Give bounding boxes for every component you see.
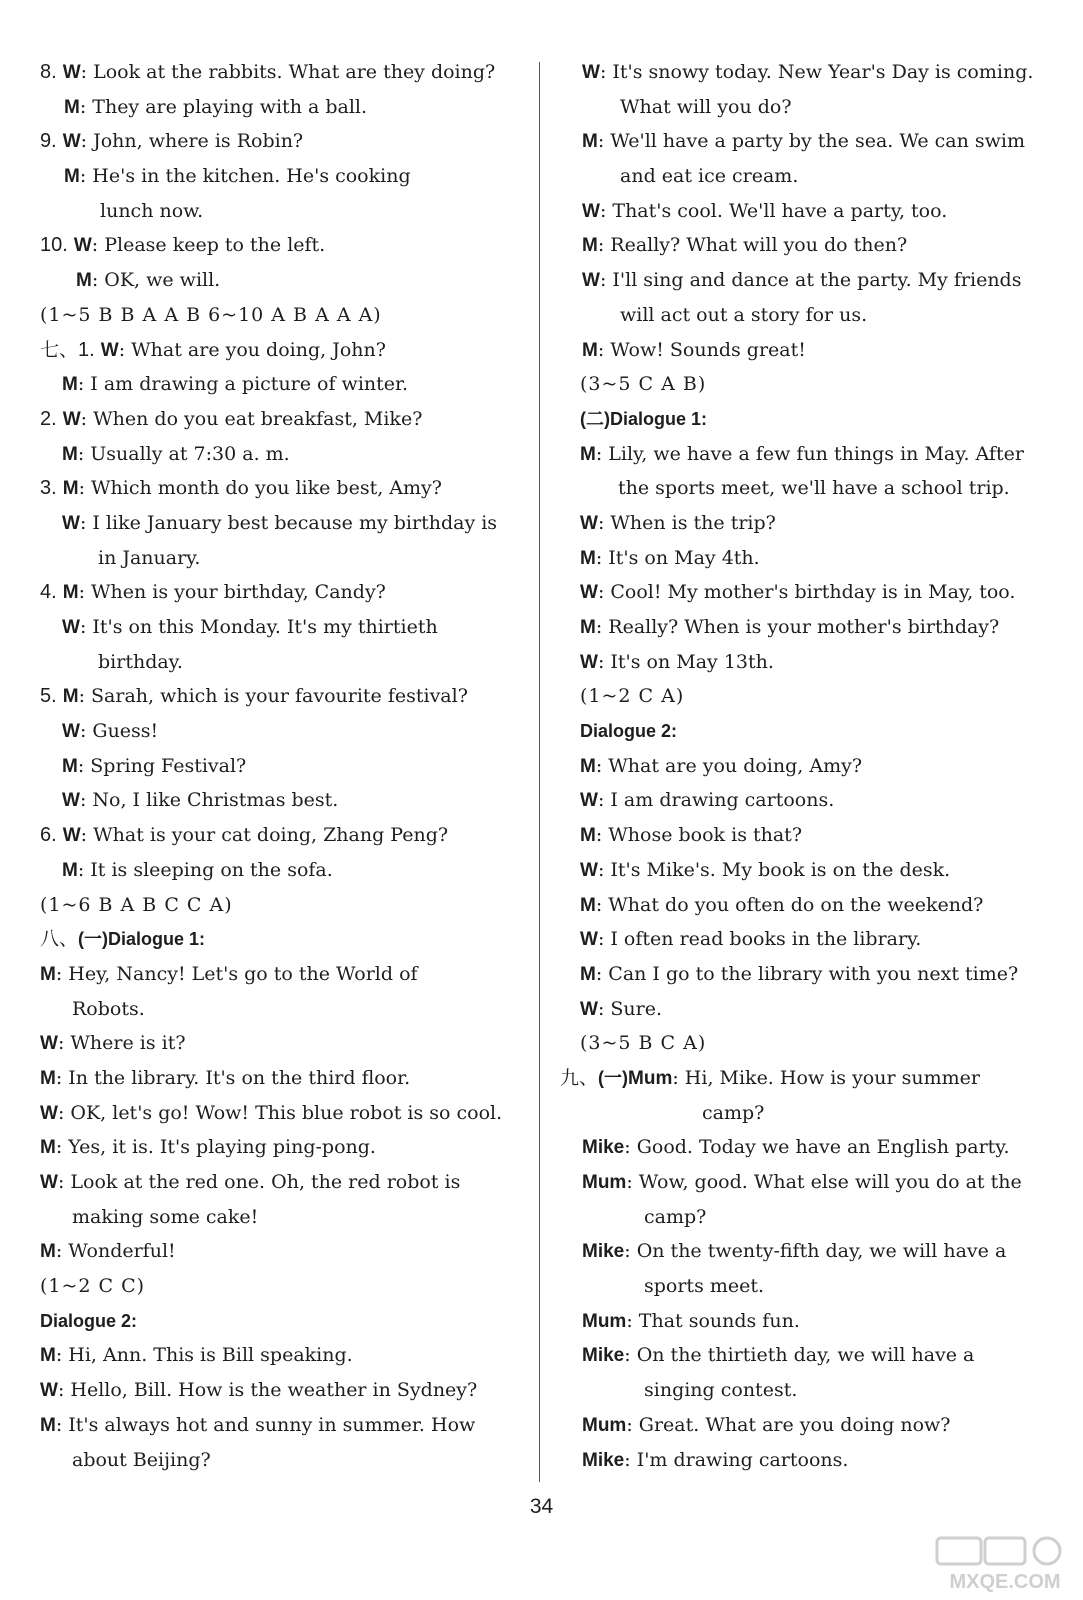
- text-line: [560, 749, 1038, 784]
- text-line: [560, 1373, 1038, 1408]
- dialogue-text: will act out a story for us.: [620, 303, 868, 326]
- speaker-label: M: [580, 617, 596, 638]
- dialogue-text: That's cool. We'll have a party, too.: [612, 199, 948, 222]
- answer-key: (3~5 B C A): [580, 1032, 707, 1055]
- text-line: [40, 298, 530, 333]
- speaker-label: W: [580, 582, 598, 604]
- section-marker: 八、: [40, 928, 79, 951]
- dialogue-text: What are you doing, John?: [131, 338, 386, 361]
- speaker-colon: :: [57, 1379, 71, 1402]
- speaker-colon: :: [78, 581, 92, 604]
- speaker-colon: :: [672, 1066, 685, 1089]
- speaker-colon: :: [597, 581, 611, 604]
- speaker-label: W: [62, 512, 80, 534]
- answer-key: (1~6 B A B C C A): [40, 893, 233, 916]
- speaker-label: Mike: [582, 1345, 625, 1367]
- speaker-colon: :: [77, 754, 91, 777]
- dialogue-text: It's on May 4th.: [608, 546, 760, 569]
- dialogue-text: Sure.: [610, 997, 663, 1020]
- speaker-label: W: [40, 1102, 58, 1124]
- speaker-colon: :: [57, 1101, 71, 1124]
- speaker-label: Mike: [582, 1241, 625, 1263]
- text-line: [560, 90, 1038, 125]
- dialogue-text: Usually at 7:30 a. m.: [90, 442, 290, 465]
- speaker-label: M: [40, 1241, 56, 1263]
- speaker-label: W: [40, 1172, 58, 1193]
- text-line: [560, 367, 1038, 402]
- speaker-colon: :: [118, 338, 132, 361]
- dialogue-text: Yes, it is. It's playing ping-pong.: [68, 1136, 376, 1159]
- speaker-label: M: [582, 235, 598, 257]
- text-line: [560, 610, 1038, 645]
- speaker-colon: :: [597, 858, 611, 881]
- dialogue-text: camp?: [702, 1101, 765, 1124]
- speaker-colon: :: [55, 1066, 69, 1089]
- dialogue-text: I am drawing cartoons.: [610, 789, 835, 812]
- speaker-colon: :: [595, 616, 609, 638]
- text-line: [40, 957, 530, 992]
- answer-key: (3~5 C A B): [580, 373, 707, 396]
- text-line: [40, 1061, 530, 1096]
- dialogue-header: (一): [598, 1067, 629, 1088]
- speaker-label: W: [40, 1033, 58, 1055]
- text-line: [560, 541, 1038, 576]
- speaker-colon: :: [79, 616, 93, 638]
- text-line: [560, 194, 1038, 229]
- speaker-label: Mike: [582, 1449, 625, 1471]
- dialogue-text: Cool! My mother's birthday is in May, too.: [610, 581, 1016, 604]
- dialogue-text: I am drawing a picture of winter.: [90, 373, 409, 396]
- speaker-colon: :: [55, 962, 69, 985]
- text-line: [560, 298, 1038, 333]
- speaker-colon: :: [595, 754, 609, 777]
- text-line: [40, 610, 530, 645]
- speaker-label: M: [580, 894, 596, 916]
- text-line: [560, 1061, 1038, 1096]
- watermark-logo-icon: [935, 1536, 1075, 1594]
- text-line: [40, 1443, 530, 1478]
- speaker-colon: :: [624, 1136, 637, 1159]
- speaker-colon: :: [595, 893, 609, 916]
- speaker-colon: :: [57, 1171, 71, 1193]
- speaker-label: M: [62, 582, 79, 604]
- dialogue-text: That sounds fun.: [638, 1309, 800, 1332]
- speaker-label: W: [62, 825, 81, 847]
- dialogue-text: When is the trip?: [610, 511, 776, 534]
- speaker-colon: :: [599, 61, 613, 83]
- text-line: [40, 159, 530, 194]
- text-line: [40, 575, 530, 610]
- text-line: [560, 402, 1038, 437]
- text-line: [560, 506, 1038, 541]
- dialogue-text: When is your birthday, Candy?: [91, 581, 386, 604]
- text-line: [40, 506, 530, 541]
- speaker-label: M: [76, 270, 92, 292]
- text-line: [560, 679, 1038, 714]
- speaker-label: M: [580, 825, 596, 847]
- text-line: [40, 679, 530, 714]
- speaker-label: M: [64, 96, 80, 118]
- speaker-colon: :: [79, 789, 93, 812]
- dialogue-header: (二)Dialogue 1:: [580, 408, 708, 429]
- dialogue-text: We'll have a party by the sea. We can swim: [610, 130, 1025, 153]
- speaker-colon: :: [597, 650, 611, 673]
- dialogue-text: Wonderful!: [68, 1240, 176, 1263]
- text-line: [40, 124, 530, 159]
- answer-key: (1~5 B B A A B 6~10 A B A A A): [40, 303, 382, 326]
- section-marker: 七、: [40, 338, 79, 361]
- dialogue-text: I like January best because my birthday is: [92, 511, 498, 534]
- speaker-label: W: [582, 62, 600, 83]
- speaker-label: Mum: [582, 1414, 627, 1436]
- dialogue-text: Sarah, which is your favourite festival?: [91, 685, 468, 708]
- item-number: 10.: [40, 234, 68, 257]
- speaker-colon: :: [80, 130, 94, 153]
- speaker-label: M: [40, 963, 56, 985]
- dialogue-text: Wow! Sounds great!: [610, 338, 806, 361]
- text-line: [40, 1234, 530, 1269]
- text-line: [40, 263, 530, 298]
- speaker-colon: :: [626, 1413, 639, 1436]
- dialogue-text: Hello, Bill. How is the weather in Sydney?: [70, 1379, 478, 1402]
- speaker-colon: :: [597, 338, 611, 361]
- text-line: [560, 645, 1038, 680]
- dialogue-text: sports meet.: [644, 1275, 765, 1298]
- dialogue-text: camp?: [644, 1205, 707, 1228]
- text-line: [40, 645, 530, 680]
- text-line: [560, 992, 1038, 1027]
- dialogue-text: Whose book is that?: [608, 824, 803, 847]
- speaker-colon: :: [80, 407, 94, 430]
- speaker-colon: :: [55, 1344, 69, 1367]
- speaker-colon: :: [626, 1171, 639, 1193]
- item-number: 8.: [40, 61, 57, 83]
- dialogue-text: What do you often do on the weekend?: [608, 893, 984, 916]
- speaker-label: M: [40, 1414, 56, 1436]
- text-line: [40, 1165, 530, 1200]
- text-line: [560, 957, 1038, 992]
- text-line: [560, 1026, 1038, 1061]
- text-line: [560, 437, 1038, 472]
- dialogue-text: They are playing with a ball.: [92, 95, 368, 118]
- speaker-label: W: [580, 929, 598, 951]
- speaker-colon: :: [595, 962, 609, 985]
- speaker-colon: :: [595, 442, 609, 465]
- dialogue-text: Can I go to the library with you next time?: [608, 962, 1019, 985]
- speaker-colon: :: [91, 234, 105, 257]
- speaker-colon: :: [624, 1344, 637, 1367]
- speaker-label: M: [580, 963, 596, 985]
- speaker-colon: :: [624, 1448, 637, 1471]
- item-number: 6.: [40, 824, 57, 847]
- dialogue-text: OK, we will.: [104, 269, 221, 292]
- dialogue-text: Where is it?: [70, 1032, 186, 1055]
- dialogue-text: When do you eat breakfast, Mike?: [93, 407, 423, 430]
- text-line: [560, 333, 1038, 368]
- speaker-colon: :: [91, 269, 105, 292]
- text-line: [40, 1096, 530, 1131]
- text-line: [40, 1304, 530, 1339]
- speaker-label: Mum: [582, 1310, 627, 1332]
- text-line: [560, 471, 1038, 506]
- speaker-colon: :: [78, 685, 92, 708]
- speaker-colon: :: [79, 511, 93, 534]
- dialogue-text: singing contest.: [644, 1379, 798, 1402]
- text-line: [560, 55, 1038, 90]
- speaker-colon: :: [77, 858, 91, 881]
- dialogue-text: Great. What are you doing now?: [638, 1413, 951, 1436]
- item-number: 1.: [78, 338, 95, 361]
- dialogue-text: Really? What will you do then?: [610, 234, 908, 257]
- dialogue-text: John, where is Robin?: [93, 130, 304, 153]
- dialogue-text: Good. Today we have an English party.: [636, 1136, 1010, 1159]
- speaker-label: W: [100, 339, 119, 361]
- text-line: [560, 575, 1038, 610]
- speaker-colon: :: [79, 95, 93, 118]
- text-line: [40, 402, 530, 437]
- speaker-label: Mike: [582, 1137, 625, 1159]
- speaker-label: W: [62, 721, 80, 743]
- speaker-label: M: [64, 166, 80, 188]
- text-line: [40, 541, 530, 576]
- speaker-label: M: [580, 443, 596, 465]
- dialogue-text: Really? When is your mother's birthday?: [608, 616, 1000, 638]
- text-line: [560, 922, 1038, 957]
- dialogue-text: birthday.: [98, 650, 183, 673]
- text-line: [40, 749, 530, 784]
- dialogue-text: What will you do?: [620, 95, 792, 118]
- dialogue-text: It's Mike's. My book is on the desk.: [610, 858, 951, 881]
- speaker-colon: :: [599, 199, 613, 222]
- text-line: [560, 1200, 1038, 1235]
- dialogue-text: It's snowy today. New Year's Day is coming.: [612, 61, 1034, 83]
- text-line: [560, 1338, 1038, 1373]
- speaker-label: W: [580, 998, 598, 1020]
- dialogue-text: He's in the kitchen. He's cooking: [92, 165, 411, 188]
- text-line: [560, 818, 1038, 853]
- watermark-text: MXQE.COM: [949, 1571, 1061, 1593]
- left-column: [40, 55, 530, 1477]
- speaker-label: W: [62, 408, 81, 430]
- text-line: [40, 471, 530, 506]
- speaker-label: M: [62, 755, 78, 777]
- dialogue-text: What is your cat doing, Zhang Peng?: [93, 824, 449, 847]
- text-line: [560, 159, 1038, 194]
- text-line: [40, 194, 530, 229]
- text-line: [40, 1026, 530, 1061]
- text-line: [560, 888, 1038, 923]
- dialogue-text: and eat ice cream.: [620, 165, 799, 188]
- speaker-colon: :: [626, 1309, 639, 1332]
- right-column: [560, 55, 1038, 1477]
- dialogue-text: Robots.: [72, 997, 145, 1020]
- text-line: [40, 1338, 530, 1373]
- dialogue-text: On the thirtieth day, we will have a: [636, 1344, 975, 1367]
- speaker-label: W: [580, 651, 598, 673]
- text-line: [40, 992, 530, 1027]
- speaker-colon: :: [77, 442, 91, 465]
- dialogue-text: I'll sing and dance at the party. My friends: [612, 269, 1022, 292]
- speaker-label: W: [62, 131, 81, 153]
- speaker-colon: :: [597, 511, 611, 534]
- item-number: 2.: [40, 407, 57, 430]
- speaker-label: Mum: [582, 1172, 627, 1193]
- dialogue-header: (一)Dialogue 1:: [78, 929, 206, 950]
- dialogue-text: Guess!: [92, 720, 159, 743]
- column-divider: [539, 62, 540, 1482]
- text-line: [40, 922, 530, 957]
- speaker-colon: :: [595, 546, 609, 569]
- dialogue-text: about Beijing?: [72, 1448, 211, 1471]
- text-line: [560, 228, 1038, 263]
- speaker-label: W: [62, 790, 80, 812]
- dialogue-text: It's on this Monday. It's my thirtieth: [92, 616, 438, 638]
- dialogue-text: Look at the red one. Oh, the red robot is: [70, 1171, 461, 1193]
- dialogue-text: Spring Festival?: [90, 754, 247, 777]
- text-line: [560, 853, 1038, 888]
- text-line: [560, 1304, 1038, 1339]
- text-line: [560, 1096, 1038, 1131]
- text-line: [40, 55, 530, 90]
- dialogue-text: I'm drawing cartoons.: [636, 1448, 849, 1471]
- speaker-colon: :: [597, 997, 611, 1020]
- text-line: [560, 1165, 1038, 1200]
- dialogue-text: Lily, we have a few fun things in May. After: [608, 442, 1024, 465]
- speaker-colon: :: [80, 824, 94, 847]
- speaker-label: W: [582, 200, 600, 222]
- speaker-colon: :: [77, 373, 91, 396]
- speaker-label: W: [62, 62, 81, 83]
- item-number: 4.: [40, 581, 57, 604]
- text-line: [560, 1269, 1038, 1304]
- dialogue-text: Please keep to the left.: [104, 234, 326, 257]
- speaker-label: W: [40, 1380, 58, 1402]
- speaker-label: M: [62, 478, 79, 500]
- speaker-label: Mum: [628, 1067, 673, 1089]
- speaker-colon: :: [55, 1136, 69, 1159]
- speaker-label: W: [580, 512, 598, 534]
- speaker-label: W: [580, 859, 598, 881]
- dialogue-header: Dialogue 2:: [40, 1310, 138, 1331]
- speaker-label: M: [62, 374, 78, 396]
- dialogue-text: Look at the rabbits. What are they doing?: [93, 61, 496, 83]
- speaker-colon: :: [78, 477, 92, 500]
- dialogue-text: What are you doing, Amy?: [608, 754, 863, 777]
- speaker-label: M: [582, 131, 598, 153]
- text-line: [560, 124, 1038, 159]
- page-number: 34: [529, 1495, 554, 1518]
- speaker-colon: :: [55, 1413, 69, 1436]
- text-line: [40, 90, 530, 125]
- dialogue-text: making some cake!: [72, 1205, 259, 1228]
- item-number: 9.: [40, 130, 57, 153]
- speaker-label: M: [40, 1137, 56, 1159]
- speaker-colon: :: [79, 720, 93, 743]
- dialogue-text: in January.: [98, 546, 201, 569]
- speaker-colon: :: [79, 165, 93, 188]
- speaker-colon: :: [55, 1240, 69, 1263]
- text-line: [40, 1200, 530, 1235]
- text-line: [560, 1234, 1038, 1269]
- dialogue-text: lunch now.: [100, 199, 204, 222]
- text-line: [40, 1373, 530, 1408]
- answer-key: (1~2 C A): [580, 685, 685, 708]
- text-line: [40, 818, 530, 853]
- dialogue-text: Hi, Mike. How is your summer: [684, 1066, 980, 1089]
- speaker-label: W: [582, 270, 600, 292]
- speaker-label: M: [580, 547, 596, 569]
- text-line: [560, 714, 1038, 749]
- dialogue-text: Hi, Ann. This is Bill speaking.: [68, 1344, 353, 1367]
- text-line: [40, 1408, 530, 1443]
- dialogue-text: the sports meet, we'll have a school trip.: [618, 477, 1010, 500]
- text-line: [40, 1130, 530, 1165]
- dialogue-text: Hey, Nancy! Let's go to the World of: [68, 962, 418, 985]
- text-line: [40, 437, 530, 472]
- section-marker: 九、: [560, 1066, 599, 1089]
- dialogue-header: Dialogue 2:: [580, 721, 678, 742]
- dialogue-text: It's always hot and sunny in summer. How: [68, 1413, 476, 1436]
- speaker-colon: :: [599, 269, 613, 292]
- speaker-colon: :: [57, 1032, 71, 1055]
- speaker-label: M: [62, 859, 78, 881]
- speaker-label: M: [62, 443, 78, 465]
- text-line: [40, 853, 530, 888]
- speaker-label: M: [40, 1345, 56, 1367]
- text-line: [40, 228, 530, 263]
- dialogue-text: It's on May 13th.: [610, 650, 774, 673]
- speaker-colon: :: [624, 1240, 637, 1263]
- speaker-colon: :: [597, 928, 611, 951]
- text-line: [40, 367, 530, 402]
- text-line: [560, 1130, 1038, 1165]
- text-line: [560, 1443, 1038, 1478]
- item-number: 3.: [40, 477, 57, 500]
- speaker-label: M: [582, 339, 598, 361]
- item-number: 5.: [40, 685, 57, 708]
- dialogue-text: On the twenty-fifth day, we will have a: [636, 1240, 1007, 1263]
- text-line: [40, 783, 530, 818]
- text-line: [40, 1269, 530, 1304]
- speaker-colon: :: [595, 824, 609, 847]
- text-line: [560, 263, 1038, 298]
- dialogue-text: Wow, good. What else will you do at the: [638, 1171, 1022, 1193]
- speaker-colon: :: [80, 61, 94, 83]
- text-line: [40, 888, 530, 923]
- speaker-label: M: [40, 1067, 56, 1089]
- speaker-colon: :: [597, 130, 611, 153]
- text-line: [40, 714, 530, 749]
- text-line: [560, 1408, 1038, 1443]
- dialogue-text: I often read books in the library.: [610, 928, 922, 951]
- text-line: [40, 333, 530, 368]
- dialogue-text: It is sleeping on the sofa.: [90, 858, 333, 881]
- dialogue-text: No, I like Christmas best.: [92, 789, 339, 812]
- dialogue-text: OK, let's go! Wow! This blue robot is so cool.: [70, 1101, 503, 1124]
- speaker-colon: :: [597, 789, 611, 812]
- speaker-colon: :: [597, 234, 611, 257]
- answer-key: (1~2 C C): [40, 1275, 146, 1298]
- dialogue-text: In the library. It's on the third floor.: [68, 1066, 411, 1089]
- speaker-label: W: [62, 617, 80, 638]
- speaker-label: W: [580, 790, 598, 812]
- text-line: [560, 783, 1038, 818]
- dialogue-text: Which month do you like best, Amy?: [91, 477, 442, 500]
- speaker-label: W: [73, 235, 92, 257]
- speaker-label: M: [62, 686, 79, 708]
- speaker-label: M: [580, 755, 596, 777]
